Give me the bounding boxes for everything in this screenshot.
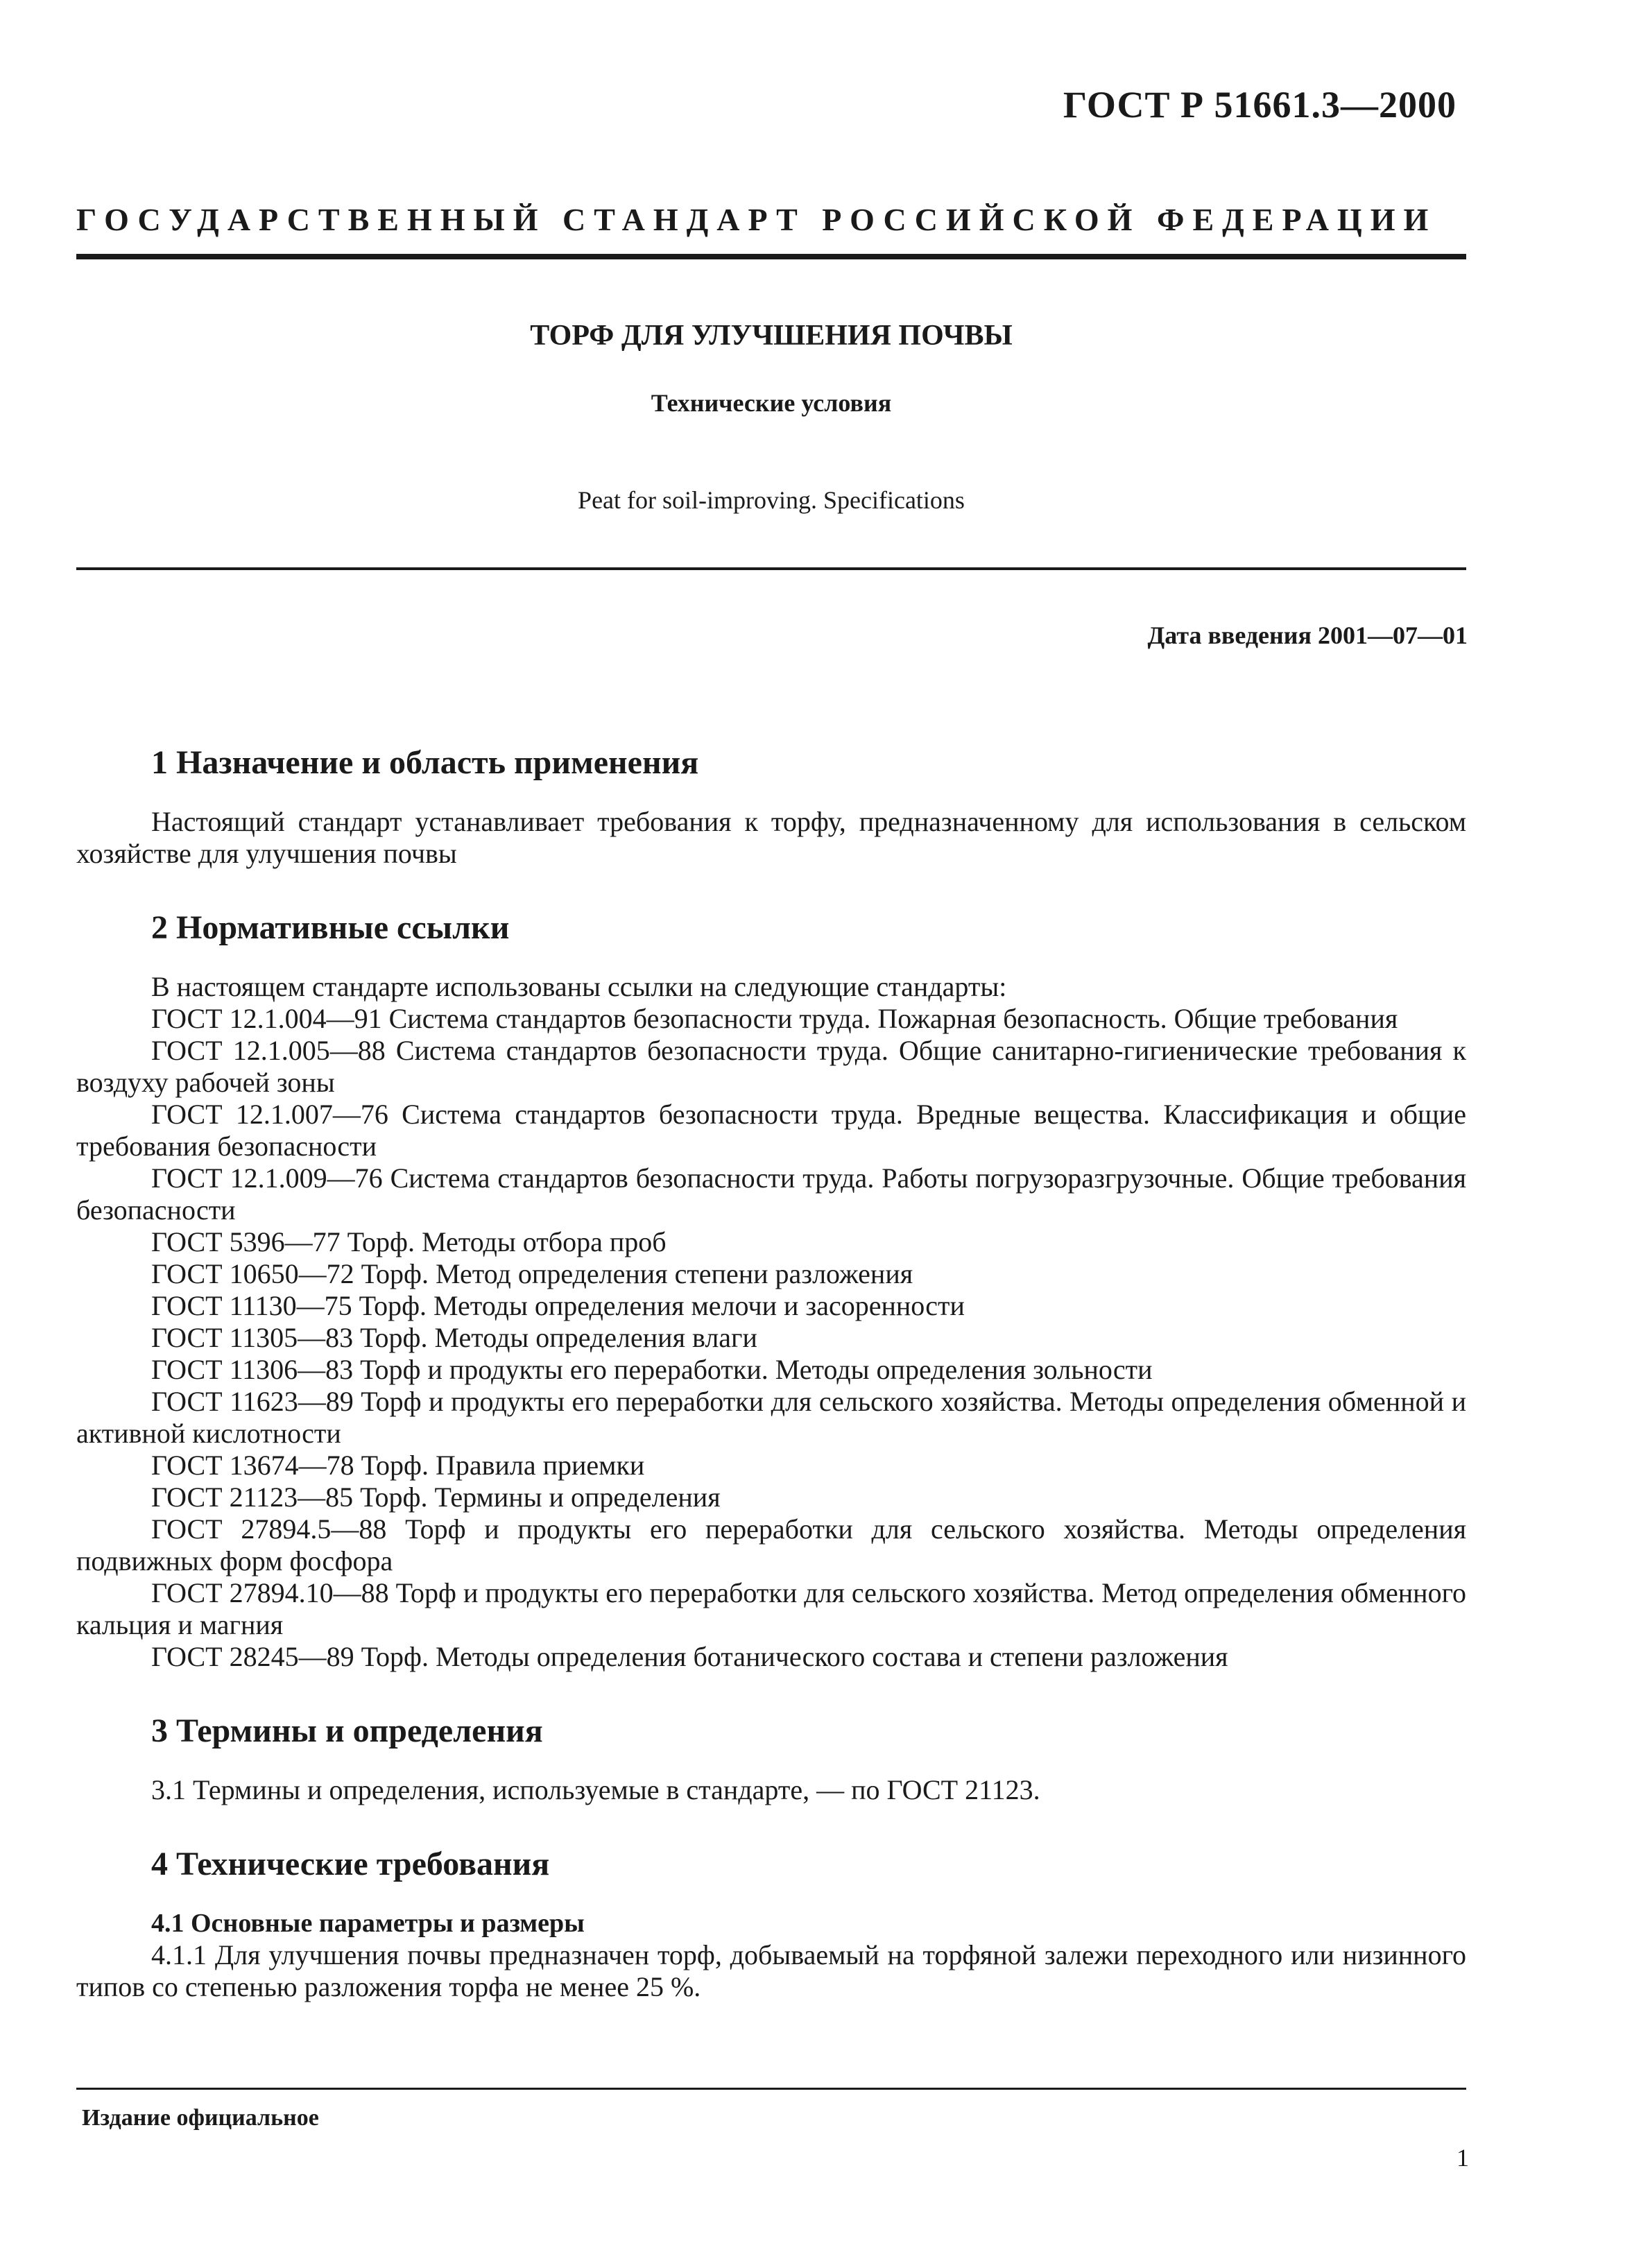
reference-item: ГОСТ 12.1.004—91 Система стандартов безопасности труда. Пожарная безопасность. Общие требования [151, 1003, 1398, 1034]
section-1-text: Настоящий стандарт устанавливает требования к торфу, предназначенному для использования в сельском хозяйстве для улучшения почвы [76, 806, 1466, 869]
reference-item: ГОСТ 11130—75 Торф. Методы определения мелочи и засоренности [151, 1290, 965, 1321]
section-2-heading: 2 Нормативные ссылки [151, 909, 510, 946]
subsection-4-1-heading: 4.1 Основные параметры и размеры [151, 1909, 585, 1938]
reference-item: ГОСТ 11623—89 Торф и продукты его переработки для сельского хозяйства. Методы определения обменной и активной кислотности [76, 1386, 1466, 1449]
reference-item: ГОСТ 10650—72 Торф. Метод определения степени разложения [151, 1258, 913, 1289]
header-rule [76, 254, 1466, 259]
section-1-heading: 1 Назначение и область применения [151, 744, 699, 781]
section-4-heading: 4 Технические требования [151, 1846, 550, 1882]
english-title: Peat for soil-improving. Specifications [578, 486, 965, 514]
state-standard-title: ГОСУДАРСТВЕННЫЙ СТАНДАРТ РОССИЙСКОЙ ФЕДЕРАЦИИ [76, 202, 1437, 237]
reference-item: ГОСТ 27894.10—88 Торф и продукты его переработки для сельского хозяйства. Метод определения обменного кальция и магния [76, 1577, 1466, 1640]
introduction-date: Дата введения 2001—07—01 [1147, 621, 1468, 649]
reference-item: ГОСТ 13674—78 Торф. Правила приемки [151, 1450, 645, 1481]
footer-rule [76, 2088, 1466, 2090]
title-rule [76, 567, 1466, 570]
official-edition-label: Издание официальное [82, 2105, 319, 2131]
reference-item: ГОСТ 27894.5—88 Торф и продукты его переработки для сельского хозяйства. Методы определения подвижных форм фосфора [76, 1513, 1466, 1577]
reference-item: ГОСТ 5396—77 Торф. Методы отбора проб [151, 1226, 667, 1257]
document-body [76, 742, 1466, 2003]
standard-title: ТОРФ ДЛЯ УЛУЧШЕНИЯ ПОЧВЫ [530, 320, 1013, 352]
section-3-heading: 3 Термины и определения [151, 1712, 543, 1749]
reference-item: ГОСТ 11305—83 Торф. Методы определения влаги [151, 1322, 757, 1353]
document-code: ГОСТ Р 51661.3—2000 [1063, 84, 1457, 126]
reference-item: ГОСТ 28245—89 Торф. Методы определения ботанического состава и степени разложения [151, 1641, 1228, 1672]
reference-item: ГОСТ 12.1.009—76 Система стандартов безопасности труда. Работы погрузоразгрузочные. Общие требования безопасности [76, 1162, 1466, 1226]
section-3-text: 3.1 Термины и определения, используемые в стандарте, — по ГОСТ 21123. [151, 1774, 1040, 1805]
reference-item: ГОСТ 12.1.007—76 Система стандартов безопасности труда. Вредные вещества. Классификация и общие требования безопасности [76, 1099, 1466, 1162]
reference-item: ГОСТ 11306—83 Торф и продукты его переработки. Методы определения зольности [151, 1354, 1153, 1385]
reference-item: ГОСТ 21123—85 Торф. Термины и определения [151, 1481, 721, 1513]
section-4-text: 4.1.1 Для улучшения почвы предназначен торф, добываемый на торфяной залежи переходного или низинного типов со степенью разложения торфа не менее 25 %. [76, 1939, 1466, 2002]
reference-item: ГОСТ 12.1.005—88 Система стандартов безопасности труда. Общие санитарно-гигиенические требования к воздуху рабочей зоны [76, 1035, 1466, 1098]
section-2-intro: В настоящем стандарте использованы ссылки на следующие стандарты: [151, 971, 1007, 1002]
standard-subtitle: Технические условия [651, 389, 892, 417]
page-number: 1 [1457, 2144, 1469, 2172]
